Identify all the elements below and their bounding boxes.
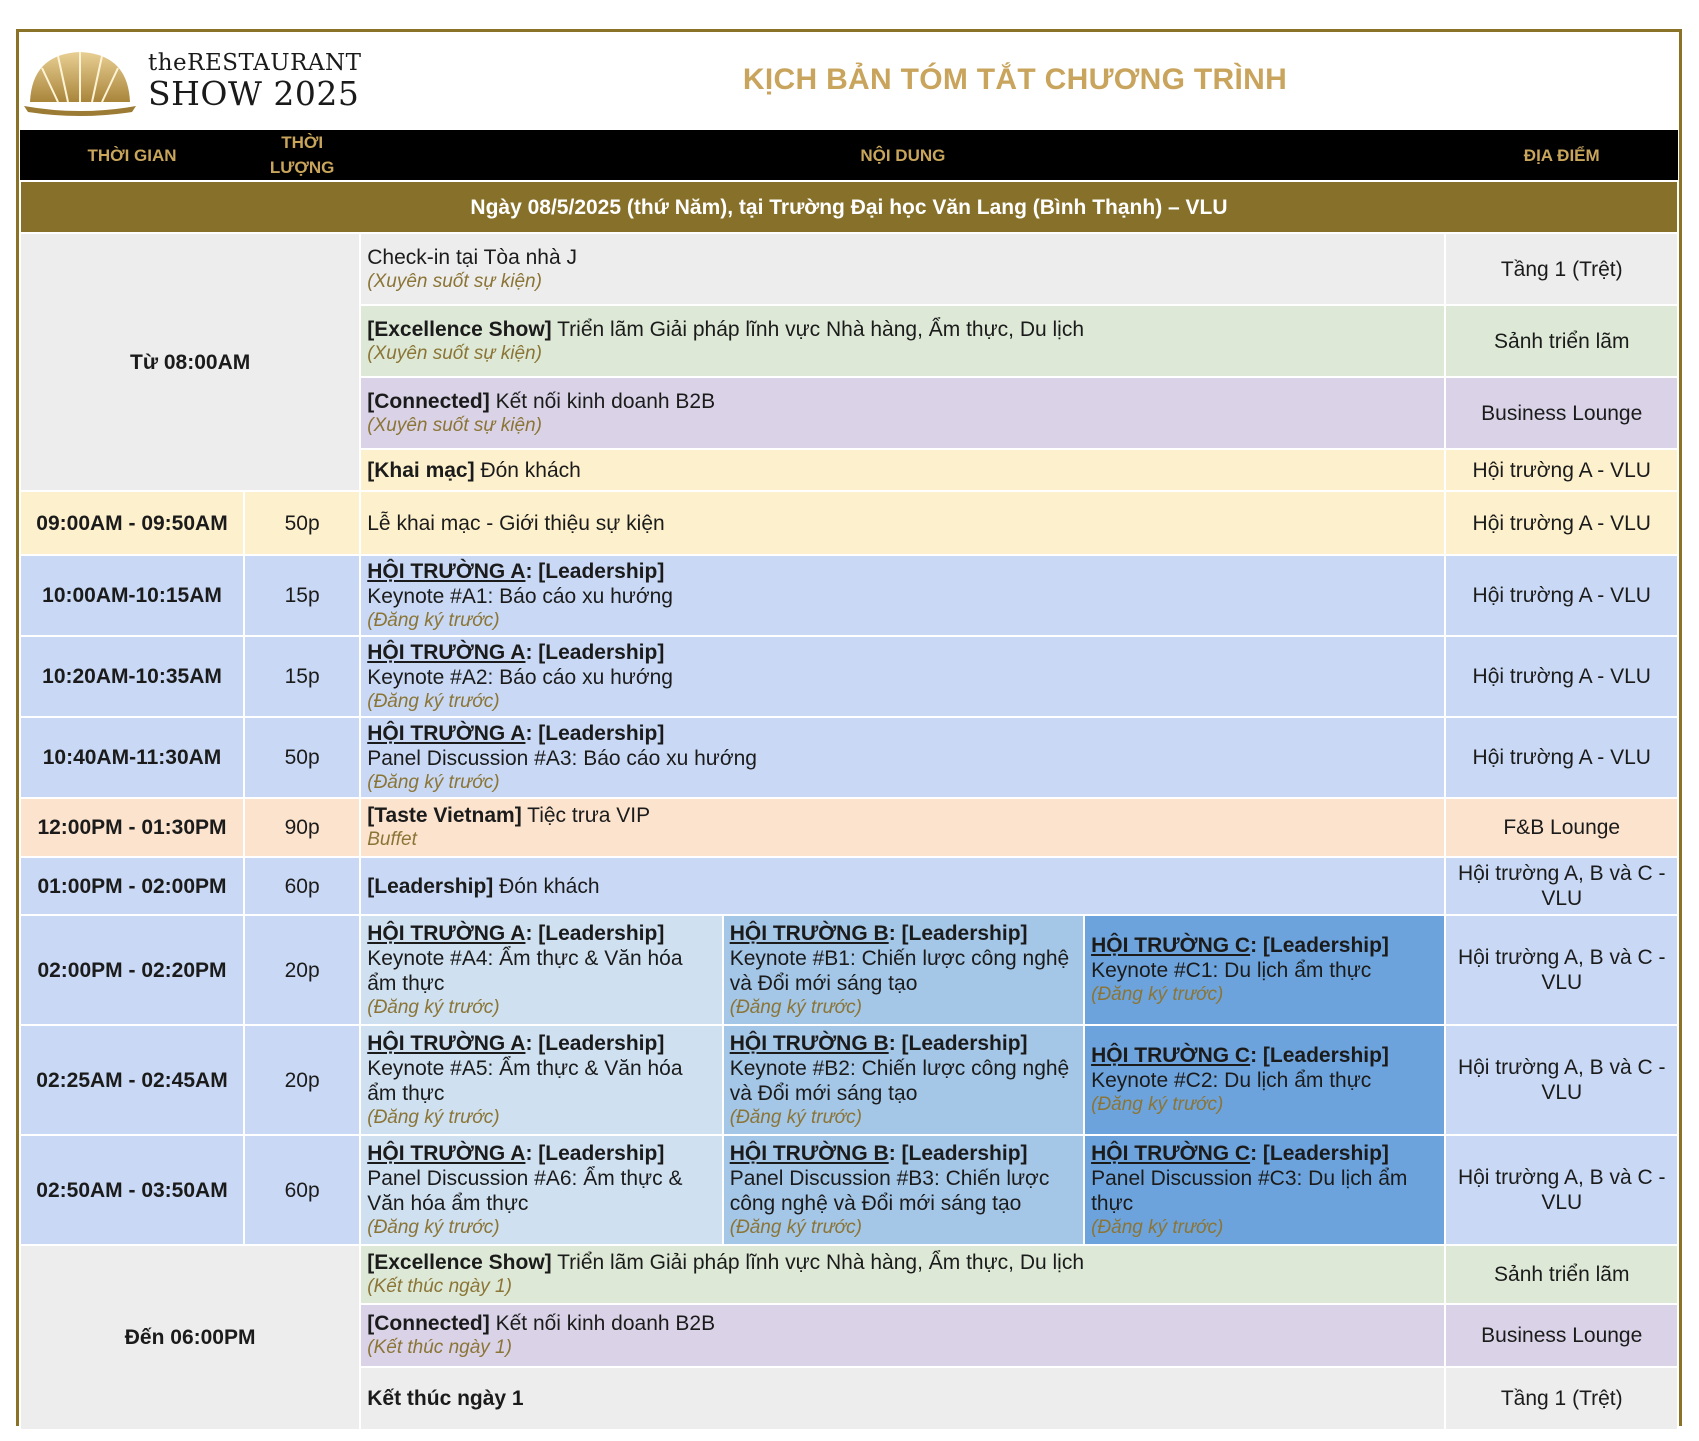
item-title: Kết nối kinh doanh B2B [489,1312,716,1335]
item-note: (Xuyên suốt sự kiện) [367,414,542,436]
item-tag: : [Leadership] [888,1141,1028,1165]
page-title: KỊCH BẢN TÓM TẮT CHƯƠNG TRÌNH [742,63,1288,96]
location-cell: Sảnh triển lãm [1445,1245,1678,1304]
item-note: (Kết thúc ngày 1) [367,1276,512,1297]
column-header-row [20,130,1678,181]
hall-label: HỘI TRƯỜNG A [367,921,526,945]
hall-label: HỘI TRƯỜNG B [729,1031,889,1055]
location-cell: Hội trường A - VLU [1445,717,1678,798]
content-cell [360,377,1445,449]
location-cell: Hội trường A, B và C - VLU [1445,1025,1678,1135]
item-title: Keynote #A4: Ẩm thực & Văn hóa ẩm thực [367,946,683,995]
time-cell: 02:00PM - 02:20PM [20,915,244,1025]
item-tag: : [Leadership] [888,921,1028,945]
duration-cell: 90p [244,798,360,857]
item-note: (Đăng ký trước) [1091,1094,1224,1115]
hall-b-cell [723,1025,1084,1135]
item-title: Panel Discussion #A6: Ẩm thực & Văn hóa ẩm thực [367,1166,683,1215]
table-row [20,555,1678,636]
col-header-location: ĐỊA ĐIỂM [1445,130,1678,181]
item-tag: : [Leadership] [525,1031,665,1055]
hall-label: HỘI TRƯỜNG A [367,721,526,745]
hall-label: HỘI TRƯỜNG A [367,559,526,583]
item-title: Panel Discussion #B3: Chiến lược công nghệ và Đổi mới sáng tạo [729,1166,1050,1215]
location-cell: Hội trường A - VLU [1445,636,1678,717]
item-title: Đón khách [493,874,600,898]
item-note: (Đăng ký trước) [367,996,500,1018]
hall-label: HỘI TRƯỜNG B [729,1141,889,1165]
hall-c-cell [1084,915,1445,1025]
day-banner-row [20,181,1678,233]
logo-line1: theRESTAURANT [148,50,362,76]
item-title: Keynote #A5: Ẩm thực & Văn hóa ẩm thực [367,1056,683,1105]
item-tag: : [Leadership] [1250,934,1389,957]
table-row [20,1025,1678,1135]
item-title: Check-in tại Tòa nhà J [367,245,577,269]
hall-label: HỘI TRƯỜNG A [367,1141,526,1165]
location-cell: Hội trường A, B và C - VLU [1445,857,1678,915]
col-header-content: NỘI DUNG [360,130,1445,181]
hall-label: HỘI TRƯỜNG A [367,1031,526,1055]
table-row [20,1135,1678,1245]
item-title: Đón khách [474,458,581,482]
hall-b-cell [723,915,1084,1025]
item-title: Keynote #A1: Báo cáo xu hướng [367,584,673,608]
item-note: (Đăng ký trước) [367,1106,500,1128]
duration-cell: 50p [244,491,360,555]
item-title: Keynote #C2: Du lịch ẩm thực [1091,1069,1372,1092]
time-cell: 10:00AM-10:15AM [20,555,244,636]
item-title: Keynote #C1: Du lịch ẩm thực [1091,959,1372,982]
time-cell: 10:40AM-11:30AM [20,717,244,798]
item-title: Panel Discussion #C3: Du lịch ẩm thực [1091,1166,1408,1215]
item-note: (Đăng ký trước) [367,609,500,631]
duration-cell: 15p [244,636,360,717]
location-cell: Tầng 1 (Trệt) [1445,233,1678,305]
item-tag: : [Leadership] [888,1031,1028,1055]
item-note: Buffet [367,829,417,850]
table-row [20,1245,1678,1304]
duration-cell: 60p [244,857,360,915]
logo-line2: SHOW 2025 [148,74,360,113]
time-cell: 02:50AM - 03:50AM [20,1135,244,1245]
schedule-table [19,130,1679,1431]
location-cell: Sảnh triển lãm [1445,305,1678,377]
item-note: (Xuyên suốt sự kiện) [367,342,542,364]
hall-label: HỘI TRƯỜNG B [729,921,889,945]
item-note: (Đăng ký trước) [367,690,500,712]
time-cell: 02:25AM - 02:45AM [20,1025,244,1135]
item-tag: [Khai mạc] [367,458,475,482]
content-cell [360,798,1445,857]
item-title: Keynote #B1: Chiến lược công nghệ và Đổi mới sáng tạo [729,946,1070,995]
hall-c-cell [1084,1135,1445,1245]
item-title: Triển lãm Giải pháp lĩnh vực Nhà hàng, Ẩm thực, Du lịch [551,1251,1085,1274]
item-note: (Đăng ký trước) [1091,984,1224,1005]
content-cell [360,555,1445,636]
table-row [20,915,1678,1025]
item-title: Kết nối kinh doanh B2B [489,389,716,413]
hall-a-cell [360,915,722,1025]
time-cell: 09:00AM - 09:50AM [20,491,244,555]
hall-label: HỘI TRƯỜNG C [1091,1044,1251,1067]
hall-c-cell [1084,1025,1445,1135]
hall-label: HỘI TRƯỜNG C [1091,1141,1251,1165]
time-cell: 10:20AM-10:35AM [20,636,244,717]
table-row [20,233,1678,305]
hall-a-cell [360,1135,722,1245]
location-cell: F&B Lounge [1445,798,1678,857]
content-cell [360,1245,1445,1304]
time-cell: 01:00PM - 02:00PM [20,857,244,915]
item-title: Keynote #B2: Chiến lược công nghệ và Đổi mới sáng tạo [729,1056,1070,1105]
item-tag: [Taste Vietnam] [367,804,522,827]
duration-cell: 20p [244,1025,360,1135]
hall-a-cell [360,1025,722,1135]
duration-cell: 60p [244,1135,360,1245]
item-note: (Đăng ký trước) [729,996,862,1018]
item-tag: [Excellence Show] [367,1251,552,1274]
location-cell: Hội trường A - VLU [1445,491,1678,555]
table-row [20,798,1678,857]
item-note: (Đăng ký trước) [729,1106,862,1128]
item-note: (Đăng ký trước) [729,1216,862,1238]
duration-cell: 15p [244,555,360,636]
content-cell [360,1304,1445,1367]
content-cell [360,449,1445,491]
item-note: (Kết thúc ngày 1) [367,1337,512,1358]
item-tag: [Leadership] [367,874,494,898]
item-tag: : [Leadership] [1250,1044,1389,1067]
item-title: Keynote #A2: Báo cáo xu hướng [367,665,673,689]
content-cell: Lễ khai mạc - Giới thiệu sự kiện [360,491,1445,555]
col-header-time: THỜI GIAN [20,130,244,181]
content-cell [360,636,1445,717]
item-note: (Xuyên suốt sự kiện) [367,270,542,292]
table-row [20,636,1678,717]
item-note: (Đăng ký trước) [367,1216,500,1238]
col-header-duration: THỜI LƯỢNG [244,130,360,181]
item-tag: : [Leadership] [525,640,665,664]
item-note: (Đăng ký trước) [367,771,500,793]
item-tag: [Connected] [367,389,490,413]
duration-cell: 20p [244,915,360,1025]
content-cell [360,305,1445,377]
location-cell: Business Lounge [1445,1304,1678,1367]
time-cell: 12:00PM - 01:30PM [20,798,244,857]
location-cell: Tầng 1 (Trệt) [1445,1367,1678,1430]
item-title: Triển lãm Giải pháp lĩnh vực Nhà hàng, Ẩm thực, Du lịch [551,317,1085,341]
item-title: Panel Discussion #A3: Báo cáo xu hướng [367,746,757,770]
table-row [20,857,1678,915]
item-tag: [Connected] [367,1312,490,1335]
day-banner: Ngày 08/5/2025 (thứ Năm), tại Trường Đại học Văn Lang (Bình Thạnh) – VLU [20,181,1678,233]
location-cell: Hội trường A - VLU [1445,555,1678,636]
table-row [20,491,1678,555]
duration-cell: 50p [244,717,360,798]
time-cell: Đến 06:00PM [20,1245,360,1430]
item-tag: : [Leadership] [525,921,665,945]
hall-b-cell [723,1135,1084,1245]
content-cell [360,857,1445,915]
content-cell [360,233,1445,305]
item-tag: : [Leadership] [1250,1141,1389,1165]
item-tag: : [Leadership] [525,559,665,583]
item-tag: : [Leadership] [525,721,665,745]
location-cell: Hội trường A, B và C - VLU [1445,915,1678,1025]
item-tag: [Excellence Show] [367,317,552,341]
location-cell: Business Lounge [1445,377,1678,449]
location-cell: Hội trường A - VLU [1445,449,1678,491]
time-cell: Từ 08:00AM [20,233,360,491]
hall-label: HỘI TRƯỜNG C [1091,934,1251,957]
item-note: (Đăng ký trước) [1091,1216,1224,1238]
content-cell: Kết thúc ngày 1 [360,1367,1445,1430]
item-tag: : [Leadership] [525,1141,665,1165]
table-row [20,717,1678,798]
content-cell [360,717,1445,798]
hall-label: HỘI TRƯỜNG A [367,640,526,664]
item-title: Tiệc trưa VIP [521,804,651,827]
location-cell: Hội trường A, B và C - VLU [1445,1135,1678,1245]
